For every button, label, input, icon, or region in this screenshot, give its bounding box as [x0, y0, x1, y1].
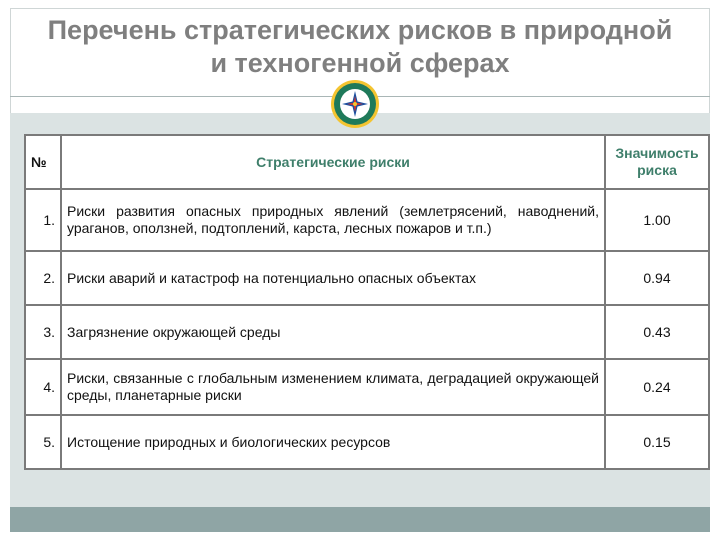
- row-significance: 1.00: [605, 189, 709, 251]
- slide-title: [10, 14, 710, 80]
- row-number: 1.: [25, 189, 61, 251]
- bottom-band: [10, 507, 710, 532]
- row-significance: 0.43: [605, 305, 709, 359]
- table-header-row: [25, 135, 709, 189]
- header-risk: Стратегические риски: [61, 135, 605, 189]
- row-risk: Истощение природных и биологических ресурсов: [61, 415, 605, 469]
- row-significance: 0.94: [605, 251, 709, 305]
- table-row: [25, 189, 709, 251]
- row-risk: Риски аварий и катастроф на потенциально опасных объектах: [61, 251, 605, 305]
- row-number: 5.: [25, 415, 61, 469]
- risks-table: [24, 134, 710, 470]
- table-row: [25, 359, 709, 415]
- row-number: 3.: [25, 305, 61, 359]
- row-risk: Загрязнение окружающей среды: [61, 305, 605, 359]
- title-line-2: и техногенной сферах: [210, 48, 510, 78]
- header-significance-line-2: риска: [637, 162, 677, 178]
- row-risk: Риски, связанные с глобальным изменением климата, деградацией окружающей среды, планетарные риски: [61, 359, 605, 415]
- emergency-ministry-emblem-icon: [330, 79, 380, 129]
- header-significance-line-1: Значимость: [615, 145, 699, 161]
- table-row: [25, 251, 709, 305]
- row-significance: 0.24: [605, 359, 709, 415]
- row-number: 2.: [25, 251, 61, 305]
- header-significance: [605, 135, 709, 189]
- title-line-1: Перечень стратегических рисков в природной: [47, 15, 673, 45]
- row-risk: Риски развития опасных природных явлений (землетрясений, наводнений, ураганов, оползней, подтоплений, карста, лесных пожаров и т.п.): [61, 189, 605, 251]
- header-number: №: [25, 135, 61, 189]
- table-row: [25, 305, 709, 359]
- table-row: [25, 415, 709, 469]
- row-significance: 0.15: [605, 415, 709, 469]
- row-number: 4.: [25, 359, 61, 415]
